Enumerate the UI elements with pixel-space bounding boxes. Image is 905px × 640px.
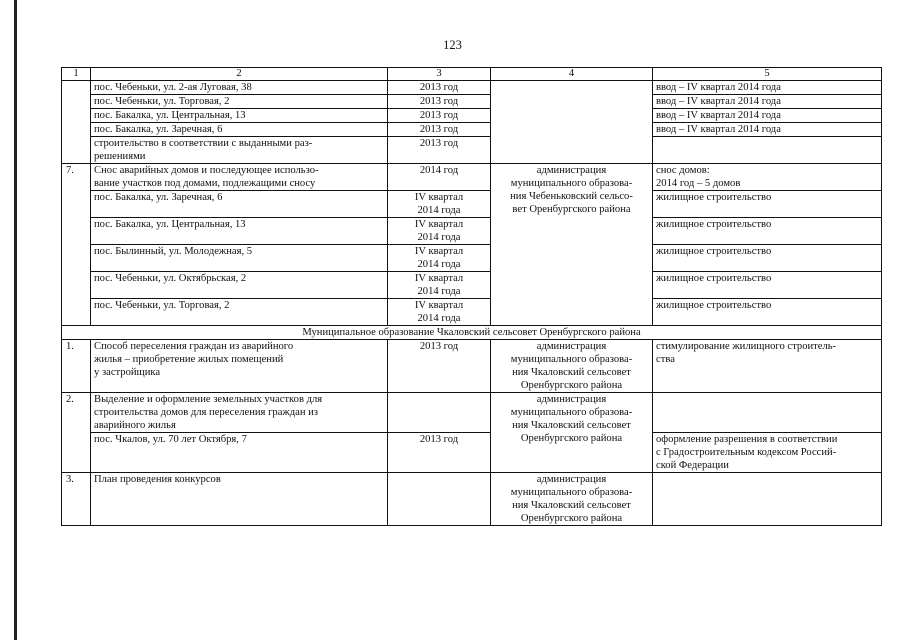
page-number: 123 xyxy=(443,38,462,52)
page-left-edge xyxy=(14,0,17,640)
date-cell: IV квартал 2014 года xyxy=(388,218,491,245)
date-cell: IV квартал 2014 года xyxy=(388,299,491,326)
desc-cell: пос. Чебеньки, ул. Торговая, 2 xyxy=(91,299,388,326)
date-cell: 2014 год xyxy=(388,164,491,191)
section-row xyxy=(62,326,882,340)
desc-cell: пос. Бакалка, ул. Центральная, 13 xyxy=(91,109,388,123)
desc-cell: Выделение и оформление земельных участков для строительства домов для переселения граждан из аварийного жилья xyxy=(91,393,388,433)
table-row xyxy=(62,123,882,137)
result-cell: жилищное строительство xyxy=(653,218,882,245)
header-cell: 5 xyxy=(653,68,882,81)
table-row xyxy=(62,218,882,245)
num-cell: 3. xyxy=(62,473,91,526)
num-cell xyxy=(62,81,91,164)
desc-cell: пос. Чебеньки, ул. Октябрьская, 2 xyxy=(91,272,388,299)
result-cell: ввод – IV квартал 2014 года xyxy=(653,109,882,123)
desc-cell: пос. Бакалка, ул. Заречная, 6 xyxy=(91,123,388,137)
exec-cell: администрация муниципального образова- ния Чкаловский сельсовет Оренбургского района xyxy=(491,393,653,473)
date-cell: 2013 год xyxy=(388,95,491,109)
date-cell: 2013 год xyxy=(388,109,491,123)
date-cell: 2013 год xyxy=(388,123,491,137)
result-cell: жилищное строительство xyxy=(653,299,882,326)
result-cell: снос домов: 2014 год – 5 домов xyxy=(653,164,882,191)
result-cell: стимулирование жилищного строитель- ства xyxy=(653,340,882,393)
result-cell xyxy=(653,393,882,433)
result-cell xyxy=(653,137,882,164)
table-header-row xyxy=(62,68,882,81)
exec-cell xyxy=(491,81,653,164)
exec-cell: администрация муниципального образова- ния Чкаловский сельсовет Оренбургского района xyxy=(491,473,653,526)
table-row xyxy=(62,109,882,123)
table-row xyxy=(62,245,882,272)
section-title: Муниципальное образование Чкаловский сельсовет Оренбургского района xyxy=(62,326,882,340)
table-row xyxy=(62,81,882,95)
table-row xyxy=(62,191,882,218)
date-cell xyxy=(388,473,491,526)
desc-cell: пос. Чебеньки, ул. Торговая, 2 xyxy=(91,95,388,109)
table-row xyxy=(62,299,882,326)
exec-cell: администрация муниципального образова- ния Чебеньковский сельсо- вет Оренбургского района xyxy=(491,164,653,326)
table-row xyxy=(62,95,882,109)
date-cell xyxy=(388,393,491,433)
result-cell: ввод – IV квартал 2014 года xyxy=(653,81,882,95)
num-cell: 1. xyxy=(62,340,91,393)
num-cell: 7. xyxy=(62,164,91,326)
exec-cell: администрация муниципального образова- ния Чкаловский сельсовет Оренбургского района xyxy=(491,340,653,393)
table-row xyxy=(62,272,882,299)
header-cell: 3 xyxy=(388,68,491,81)
result-cell: ввод – IV квартал 2014 года xyxy=(653,123,882,137)
desc-cell: пос. Чкалов, ул. 70 лет Октября, 7 xyxy=(91,433,388,473)
num-cell: 2. xyxy=(62,393,91,473)
header-cell: 4 xyxy=(491,68,653,81)
date-cell: IV квартал 2014 года xyxy=(388,272,491,299)
desc-cell: Способ переселения граждан из аварийного жилья – приобретение жилых помещений у застройщика xyxy=(91,340,388,393)
desc-cell: пос. Чебеньки, ул. 2-ая Луговая, 38 xyxy=(91,81,388,95)
result-cell: ввод – IV квартал 2014 года xyxy=(653,95,882,109)
date-cell: 2013 год xyxy=(388,137,491,164)
result-cell xyxy=(653,473,882,526)
date-cell: 2013 год xyxy=(388,81,491,95)
result-cell: жилищное строительство xyxy=(653,245,882,272)
date-cell: IV квартал 2014 года xyxy=(388,191,491,218)
desc-cell: строительство в соответствии с выданными раз- решениями xyxy=(91,137,388,164)
desc-cell: Снос аварийных домов и последующее использо- вание участков под домами, подлежащими сносу xyxy=(91,164,388,191)
table-row xyxy=(62,473,882,526)
table-row xyxy=(62,433,882,473)
table-row xyxy=(62,164,882,191)
result-cell: жилищное строительство xyxy=(653,272,882,299)
desc-cell: пос. Бакалка, ул. Заречная, 6 xyxy=(91,191,388,218)
desc-cell: пос. Бакалка, ул. Центральная, 13 xyxy=(91,218,388,245)
header-cell: 2 xyxy=(91,68,388,81)
table-row xyxy=(62,340,882,393)
header-cell: 1 xyxy=(62,68,91,81)
desc-cell: План проведения конкурсов xyxy=(91,473,388,526)
date-cell: 2013 год xyxy=(388,433,491,473)
date-cell: 2013 год xyxy=(388,340,491,393)
result-cell: жилищное строительство xyxy=(653,191,882,218)
result-cell: оформление разрешения в соответствии с Градостроительным кодексом Россий- ской Федерации xyxy=(653,433,882,473)
table-row xyxy=(62,137,882,164)
date-cell: IV квартал 2014 года xyxy=(388,245,491,272)
table-row xyxy=(62,393,882,433)
program-table xyxy=(61,67,882,526)
desc-cell: пос. Былинный, ул. Молодежная, 5 xyxy=(91,245,388,272)
